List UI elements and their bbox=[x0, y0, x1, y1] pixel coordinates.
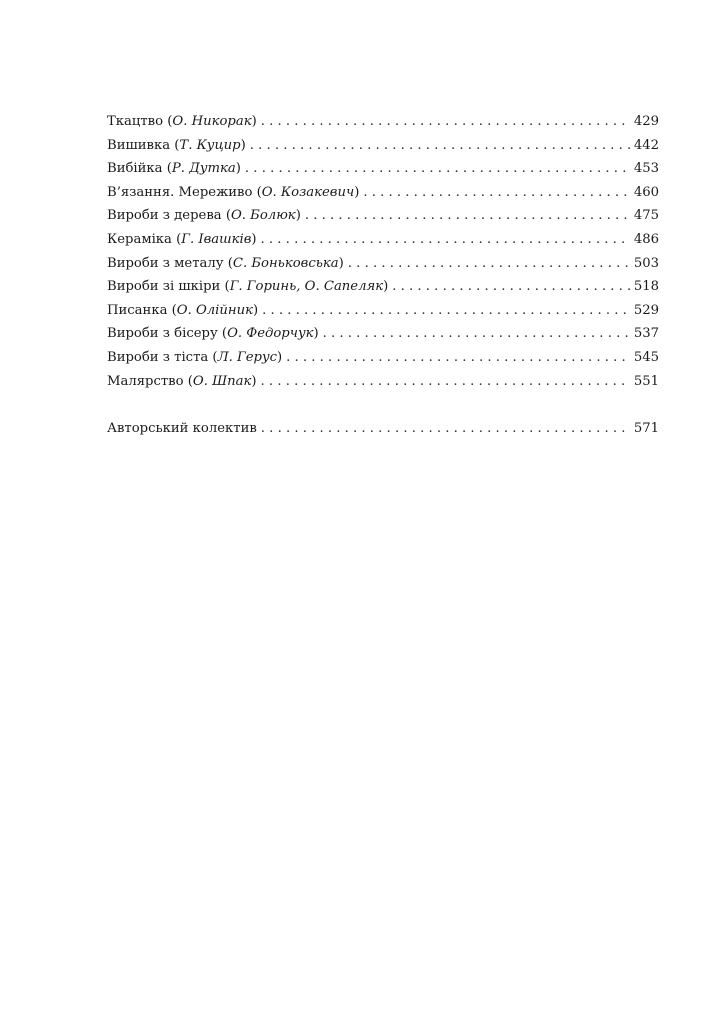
toc-entry-knitting-lace[interactable] bbox=[107, 181, 659, 205]
toc-entry-page: 442 bbox=[633, 137, 659, 153]
toc-entry-weaving[interactable] bbox=[107, 110, 659, 134]
toc-entry-author: О. Болюк bbox=[230, 208, 296, 224]
toc-entry-title: Вишивка (Т. Куцир) bbox=[107, 137, 246, 153]
dot-leader bbox=[245, 157, 630, 181]
toc-entry-page: 529 bbox=[633, 302, 659, 318]
toc-entry-title: В’язання. Мереживо (О. Козакевич) bbox=[107, 184, 360, 200]
toc-entry-author: С. Боньковська bbox=[232, 255, 339, 271]
toc-entry-metalwork[interactable] bbox=[107, 252, 659, 276]
dot-leader bbox=[305, 204, 630, 228]
toc-entry-author: Т. Куцир bbox=[179, 137, 241, 153]
dot-leader bbox=[261, 110, 630, 134]
toc-entry-author: О. Олійник bbox=[176, 302, 253, 318]
toc-entry-block-printing[interactable] bbox=[107, 157, 659, 181]
toc-entry-page: 486 bbox=[633, 231, 659, 247]
toc-entry-title: Вироби з тіста (Л. Герус) bbox=[107, 349, 283, 365]
toc-entry-author: Г. Горинь, О. Сапеляк bbox=[229, 279, 384, 295]
toc-entry-title: Вироби з бісеру (О. Федорчук) bbox=[107, 326, 319, 342]
toc-entry-title: Малярство (О. Шпак) bbox=[107, 373, 257, 389]
toc-entry-title: Авторський колектив bbox=[107, 420, 257, 436]
toc-entry-page: 503 bbox=[633, 255, 659, 271]
toc-entry-title: Ткацтво (О. Никорак) bbox=[107, 114, 257, 129]
toc-entry-title: Вироби з металу (С. Боньковська) bbox=[107, 255, 344, 271]
toc-entry-title: Вироби зі шкіри (Г. Горинь, О. Сапеляк) bbox=[107, 279, 389, 295]
toc-spacer bbox=[107, 393, 659, 417]
dot-leader bbox=[286, 346, 630, 370]
toc-entry-page: 460 bbox=[633, 184, 659, 200]
toc-entry-author: Р. Дутка bbox=[171, 161, 236, 177]
toc-entry-title: Писанка (О. Олійник) bbox=[107, 302, 259, 318]
dot-leader bbox=[250, 134, 630, 158]
toc-entry-title: Кераміка (Г. Івашків) bbox=[107, 231, 257, 247]
toc-entry-author: Л. Герус bbox=[217, 349, 277, 365]
toc-entry-page: 537 bbox=[633, 326, 659, 342]
dot-leader bbox=[363, 181, 629, 205]
dot-leader bbox=[392, 275, 630, 299]
toc-entry-author: О. Федорчук bbox=[227, 326, 314, 342]
dot-leader bbox=[323, 322, 630, 346]
toc-entry-leatherwork[interactable] bbox=[107, 275, 659, 299]
toc-entry-page: 545 bbox=[633, 349, 659, 365]
toc-entry-authors-collective[interactable] bbox=[107, 417, 659, 441]
toc-entry-author: О. Козакевич bbox=[261, 184, 355, 200]
toc-entry-beadwork[interactable] bbox=[107, 322, 659, 346]
dot-leader bbox=[261, 228, 630, 252]
toc-entry-pysanka[interactable] bbox=[107, 299, 659, 323]
toc-entry-page: 518 bbox=[633, 279, 659, 295]
toc-entry-page: 475 bbox=[633, 208, 659, 224]
toc-entry-painting[interactable] bbox=[107, 370, 659, 394]
toc-entry-page: 453 bbox=[633, 161, 659, 177]
toc-entry-ceramics[interactable] bbox=[107, 228, 659, 252]
toc-entry-title: Вироби з дерева (О. Болюк) bbox=[107, 208, 301, 224]
dot-leader bbox=[261, 417, 630, 441]
toc-entry-page: 429 bbox=[633, 114, 659, 129]
toc-entry-page: 551 bbox=[633, 373, 659, 389]
toc-entry-embroidery[interactable] bbox=[107, 134, 659, 158]
toc-entry-dough-crafts[interactable] bbox=[107, 346, 659, 370]
dot-leader bbox=[261, 370, 630, 394]
toc-entry-title: Вибійка (Р. Дутка) bbox=[107, 161, 241, 177]
dot-leader bbox=[262, 299, 630, 323]
toc-entry-woodwork[interactable] bbox=[107, 204, 659, 228]
dot-leader bbox=[348, 252, 630, 276]
toc-entry-author: О. Никорак bbox=[172, 114, 252, 129]
table-of-contents bbox=[107, 110, 659, 440]
toc-entry-author: О. Шпак bbox=[192, 373, 252, 389]
toc-entry-author: Г. Івашків bbox=[181, 231, 252, 247]
toc-entry-page: 571 bbox=[633, 420, 659, 436]
